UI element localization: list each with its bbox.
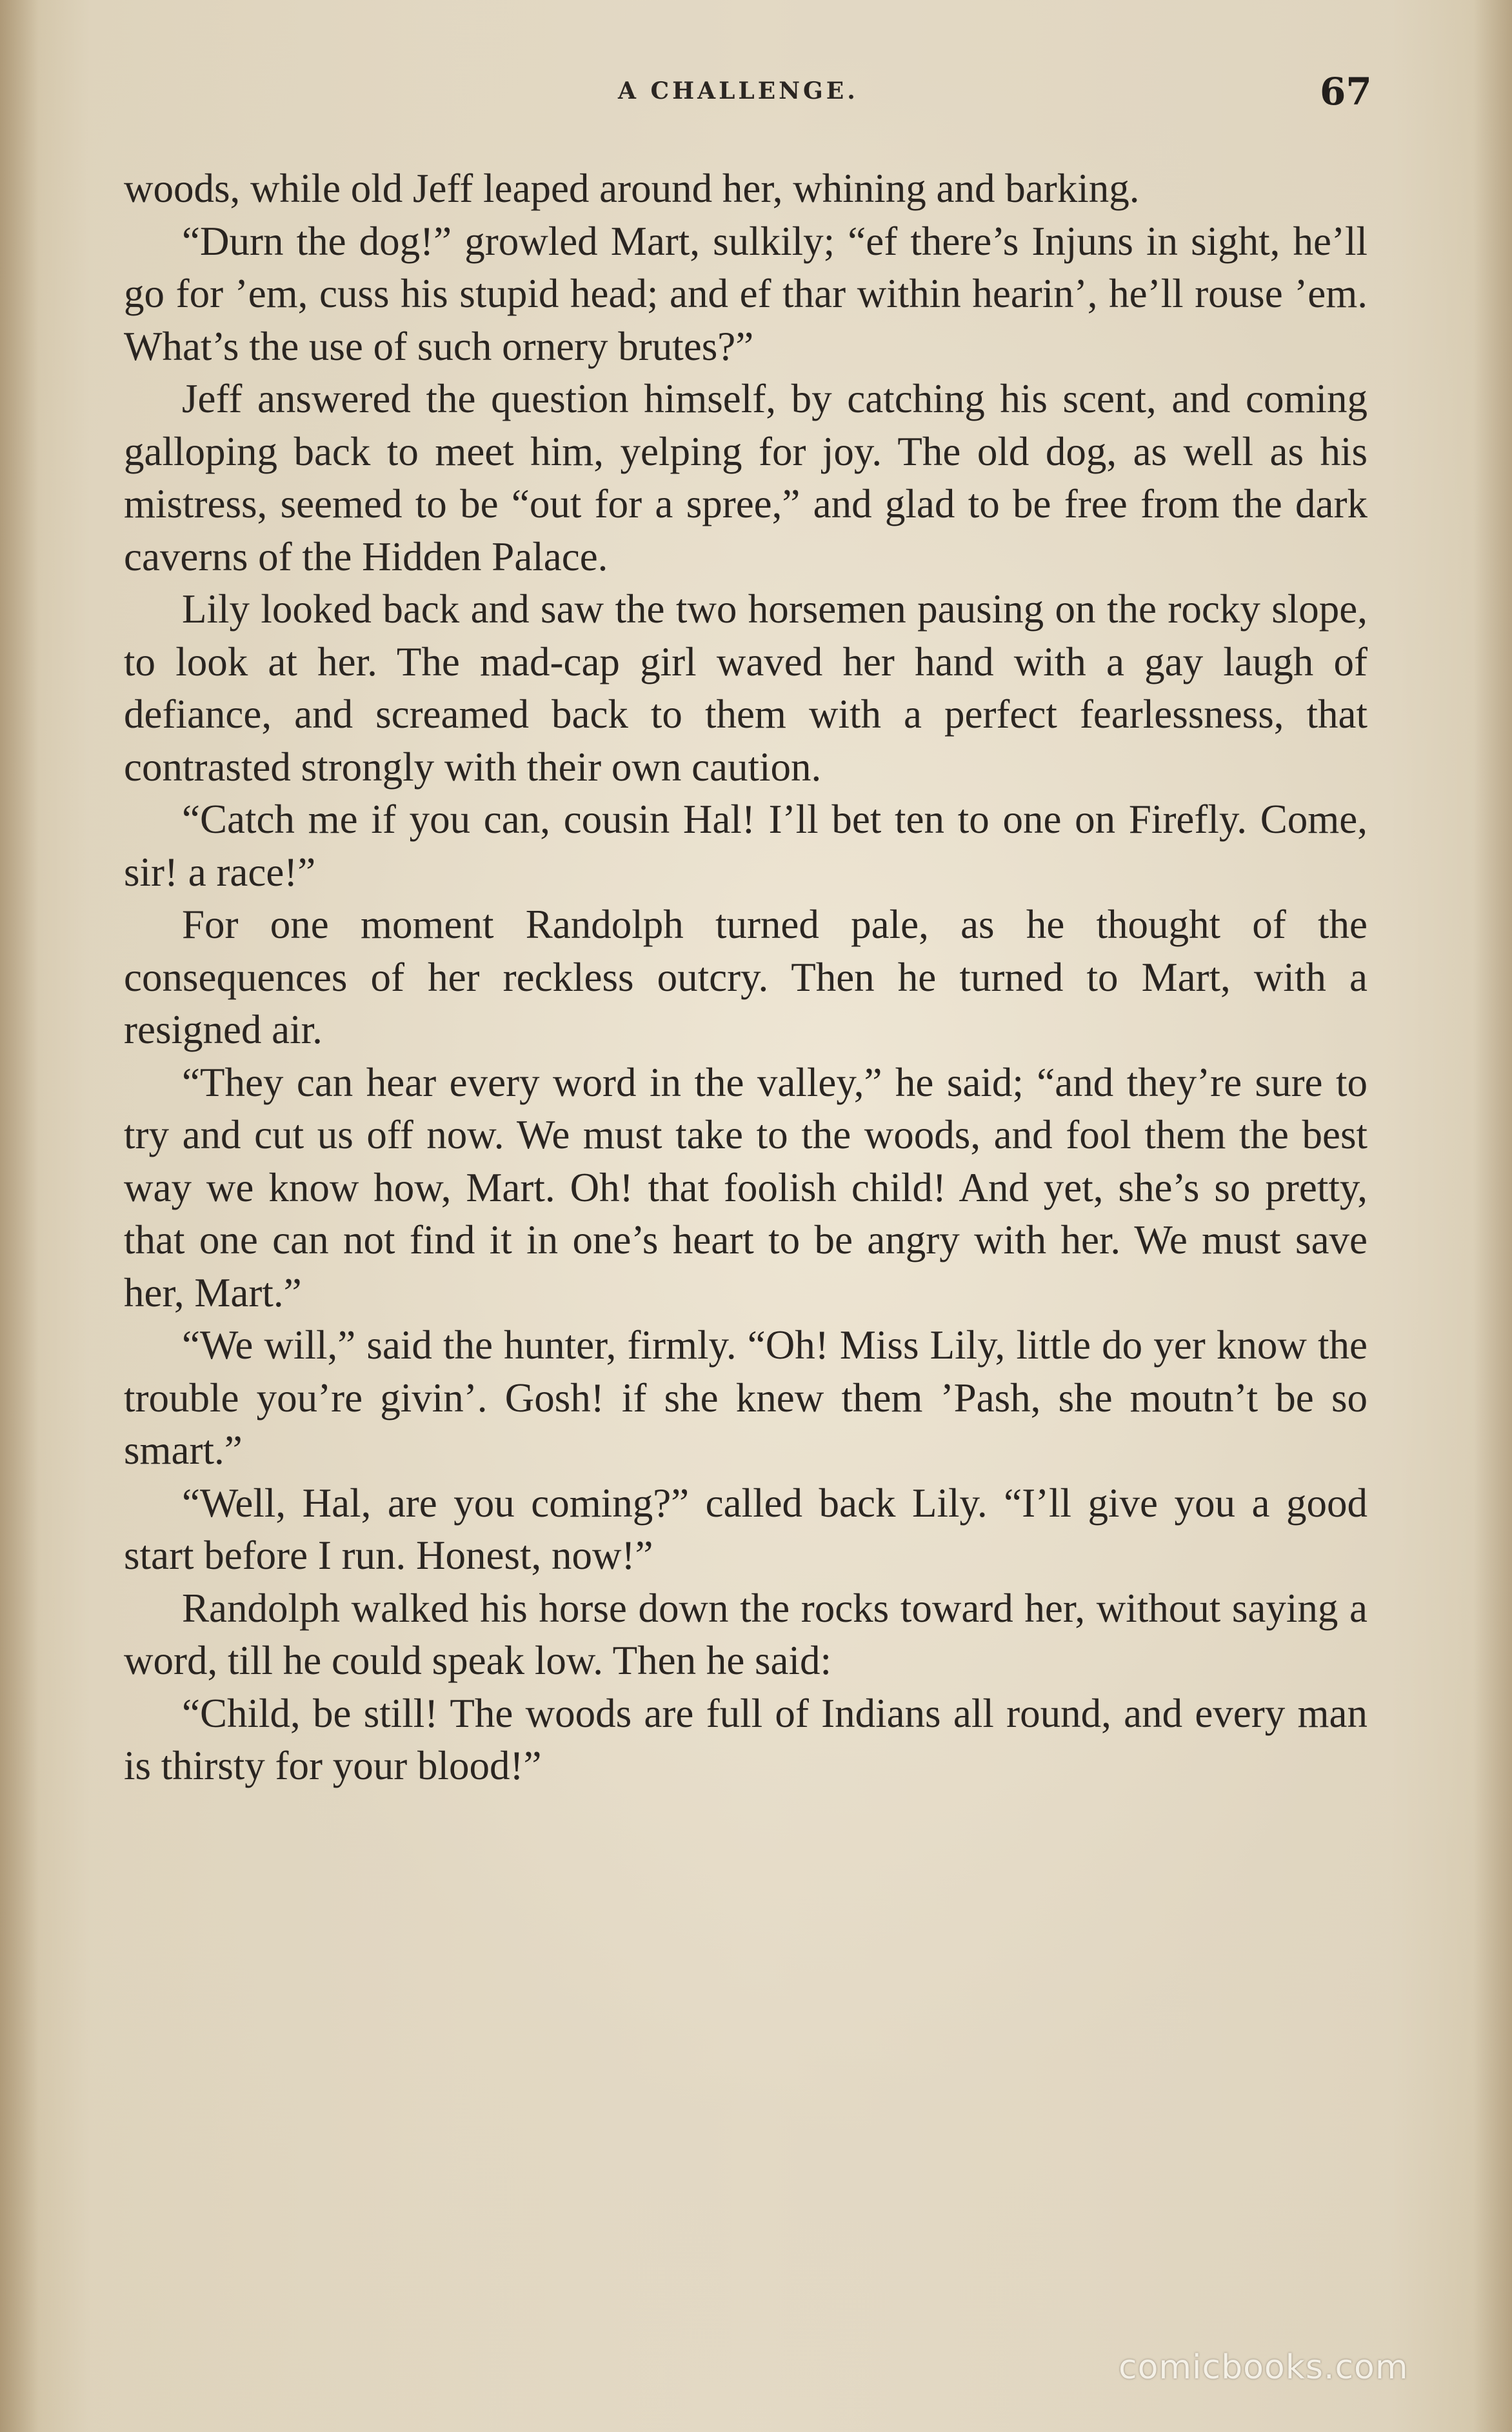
page-edge-shadow-left [0,0,39,2432]
paragraph: Randolph walked his horse down the rocks toward her, without saying a word, till he could speak low. Then he said: [124,1585,1368,1683]
paragraph: “They can hear every word in the valley,” he said; “and they’re sure to try and cut us off now. We must take to the woods, and fool them the best way we know how, Mart. Oh! that foolish child! And yet, she’s so pretty, that one can not find it in one’s heart to be angry with her. We must save her, Mart.” [124,1059,1368,1315]
page-edge-shadow-right [1473,0,1512,2432]
paragraph: woods, while old Jeff leaped around her, whining and barking. [124,166,1140,211]
body-text [124,163,1368,1793]
watermark: comicbooks.com [1119,2348,1409,2387]
paragraph: “We will,” said the hunter, firmly. “Oh! Miss Lily, little do yer know the trouble you’re givin’. Gosh! if she knew them ’Pash, she moutn’t be so smart.” [124,1322,1368,1473]
paragraph: “Well, Hal, are you coming?” called back Lily. “I’ll give you a good start before I run. Honest, now!” [124,1480,1368,1578]
running-head [0,70,1512,121]
paragraph: “Catch me if you can, cousin Hal! I’ll bet ten to one on Firefly. Come, sir! a race!” [124,797,1368,895]
paragraph: “Child, be still! The woods are full of Indians all round, and every man is thirsty for your blood!” [124,1690,1368,1788]
running-title: A CHALLENGE. [618,77,859,105]
paragraph: Jeff answered the question himself, by catching his scent, and coming galloping back to meet him, yelping for joy. The old dog, as well as his mistress, seemed to be “out for a spree,” and glad to be free from the dark caverns of the Hidden Palace. [124,376,1368,579]
paragraph: For one moment Randolph turned pale, as he thought of the consequences of her reckless outcry. Then he turned to Mart, with a resigned air. [124,902,1368,1052]
page-number: 67 [1320,70,1372,114]
paragraph: Lily looked back and saw the two horsemen pausing on the rocky slope, to look at her. The mad-cap girl waved her hand with a gay laugh of defiance, and screamed back to them with a perfect fearlessness, that contrasted strongly with their own caution. [124,586,1368,790]
paragraph: “Durn the dog!” growled Mart, sulkily; “ef there’s Injuns in sight, he’ll go for ’em, cuss his stupid head; and ef thar within hearin’, he’ll rouse ’em. What’s the use of such ornery brutes?” [124,218,1368,369]
